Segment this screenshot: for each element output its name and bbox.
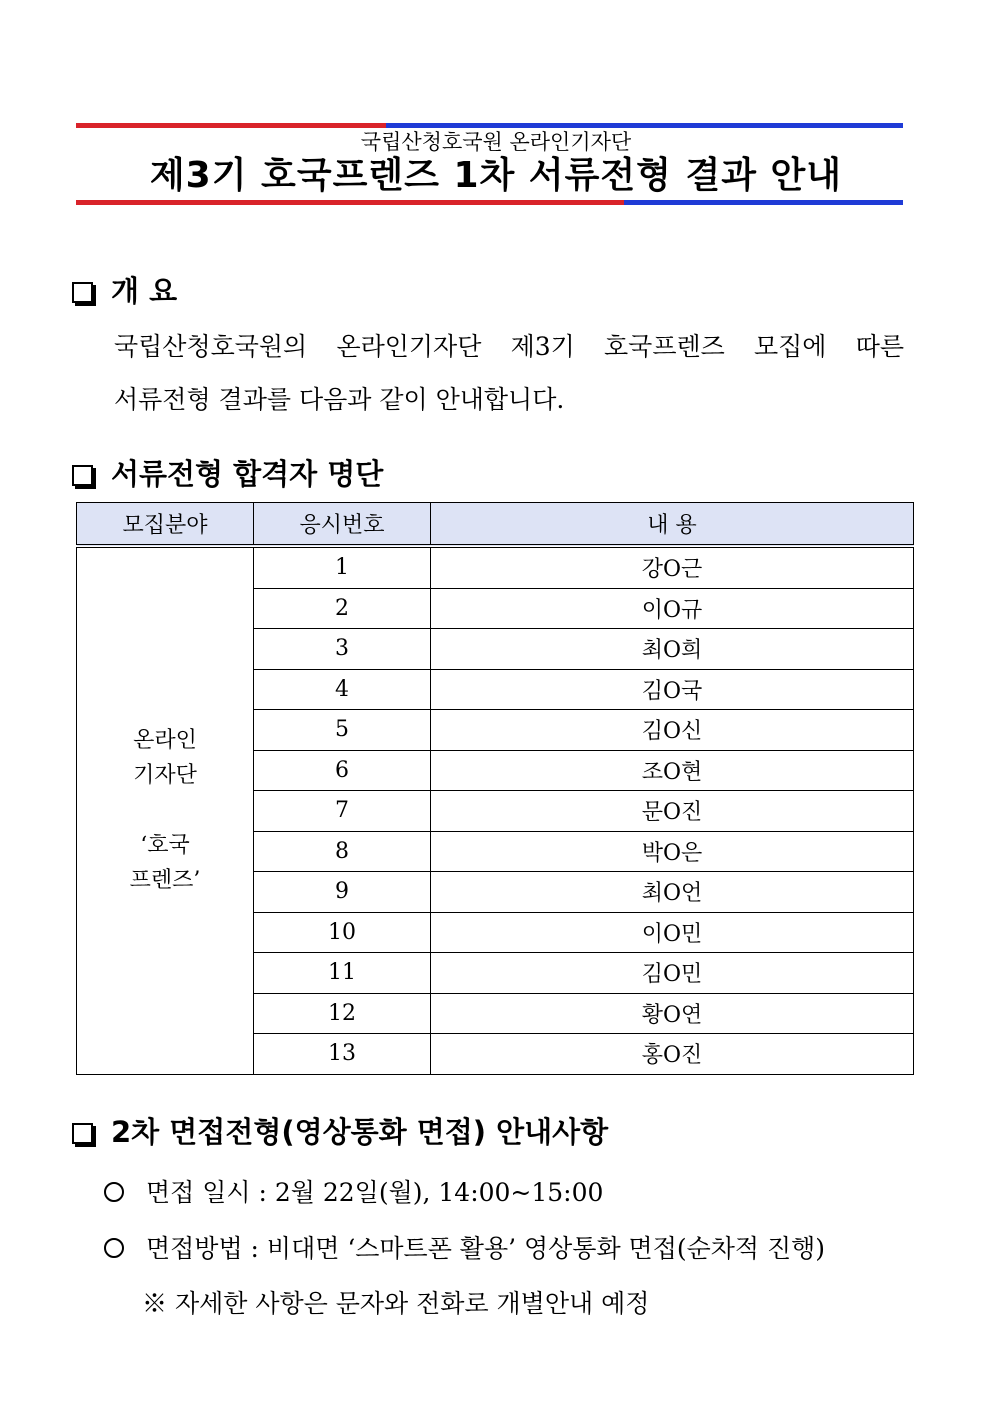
column-header: 모집분야 <box>77 503 254 547</box>
applicant-name: 강O근 <box>431 546 914 588</box>
passers-table <box>76 502 914 1075</box>
applicant-name: 김O국 <box>431 669 914 710</box>
applicant-number: 6 <box>254 750 431 791</box>
schedule-text: 면접 일시 : 2월 22일(월), 14:00~15:00 <box>146 1178 604 1207</box>
title-bar-bottom-red <box>76 200 624 205</box>
applicant-name: 조O현 <box>431 750 914 791</box>
section-overview-heading <box>72 273 177 309</box>
applicant-name: 최O희 <box>431 629 914 670</box>
applicant-number: 4 <box>254 669 431 710</box>
applicant-number: 10 <box>254 912 431 953</box>
applicant-name: 황O연 <box>431 993 914 1034</box>
field-line-1: 온라인 <box>133 728 197 754</box>
section-interview-heading <box>72 1114 608 1150</box>
checkbox-bullet-icon <box>72 282 93 303</box>
applicant-name: 김O민 <box>431 953 914 994</box>
section-heading-text: 서류전형 합격자 명단 <box>111 457 384 491</box>
org-name: 국립산청호국원 온라인기자단 <box>360 130 632 154</box>
field-spacer <box>77 793 253 828</box>
applicant-number: 11 <box>254 953 431 994</box>
table-header-row <box>77 503 914 547</box>
applicant-name: 홍O진 <box>431 1034 914 1075</box>
field-line-4: 프렌즈’ <box>129 868 201 894</box>
interview-item-schedule <box>104 1178 603 1208</box>
circle-bullet-icon <box>104 1238 124 1258</box>
applicant-number: 9 <box>254 872 431 913</box>
applicant-number: 8 <box>254 831 431 872</box>
title-bar-bottom-blue <box>624 200 903 205</box>
section-passers-heading <box>72 456 383 492</box>
overview-line-2: 서류전형 결과를 다음과 같이 안내합니다. <box>114 385 565 414</box>
checkbox-bullet-icon <box>72 1123 93 1144</box>
applicant-name: 김O신 <box>431 710 914 751</box>
applicant-number: 3 <box>254 629 431 670</box>
applicant-number: 1 <box>254 546 431 588</box>
applicant-name: 박O은 <box>431 831 914 872</box>
field-line-3: ‘호국 <box>140 833 190 859</box>
applicant-number: 7 <box>254 791 431 832</box>
section-heading-text: 개 요 <box>111 274 178 308</box>
overview-line-1: 국립산청호국원의 온라인기자단 제3기 호국프렌즈 모집에 따른 <box>114 332 904 361</box>
section-heading-text: 2차 면접전형(영상통화 면접) 안내사항 <box>111 1115 609 1149</box>
applicant-number: 2 <box>254 588 431 629</box>
interview-item-method <box>104 1234 825 1264</box>
applicant-name: 문O진 <box>431 791 914 832</box>
applicant-number: 5 <box>254 710 431 751</box>
column-header: 응시번호 <box>254 503 431 547</box>
applicant-name: 최O언 <box>431 872 914 913</box>
interview-note: ※ 자세한 사항은 문자와 전화로 개별안내 예정 <box>142 1289 650 1318</box>
applicant-number: 12 <box>254 993 431 1034</box>
applicant-number: 13 <box>254 1034 431 1075</box>
table-row <box>77 546 914 588</box>
circle-bullet-icon <box>104 1182 124 1202</box>
applicant-name: 이O민 <box>431 912 914 953</box>
page-title: 제3기 호국프렌즈 1차 서류전형 결과 안내 <box>149 155 843 196</box>
applicant-name: 이O규 <box>431 588 914 629</box>
column-header: 내 용 <box>431 503 914 547</box>
recruit-field-cell <box>77 546 254 1074</box>
checkbox-bullet-icon <box>72 465 93 486</box>
method-text: 면접방법 : 비대면 ‘스마트폰 활용’ 영상통화 면접(순차적 진행) <box>146 1234 826 1263</box>
field-line-2: 기자단 <box>133 763 197 789</box>
